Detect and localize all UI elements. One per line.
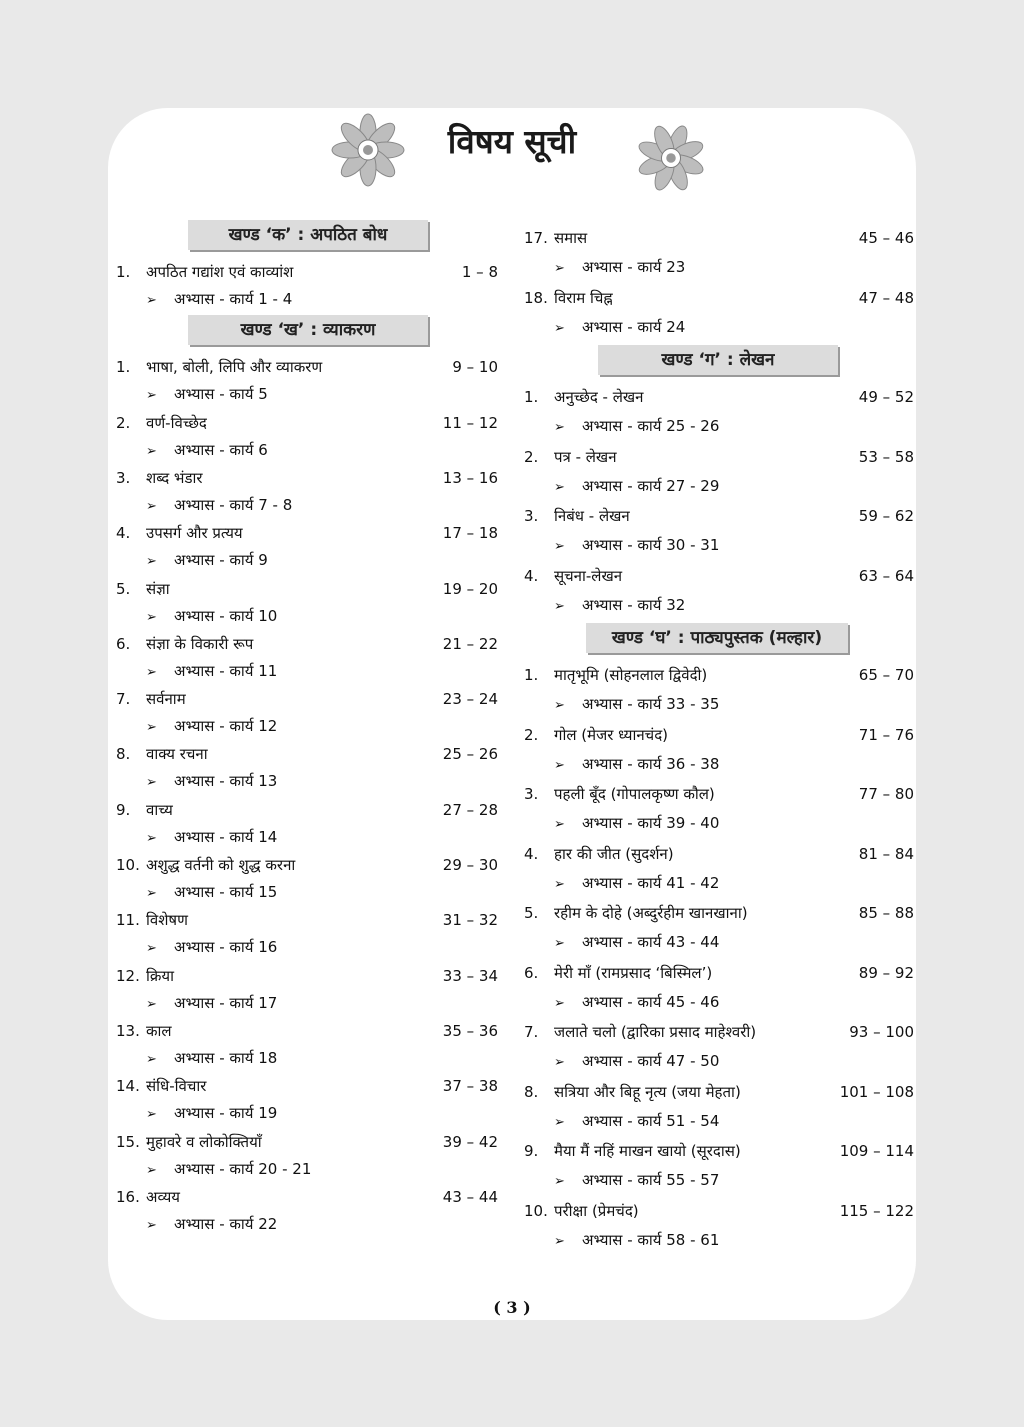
toc-item[interactable] <box>116 908 498 932</box>
flower-decoration-icon <box>633 120 709 196</box>
toc-item-pages: 65 – 70 <box>858 666 914 684</box>
toc-item-number: 4. <box>116 524 131 543</box>
toc-item[interactable] <box>524 1139 914 1163</box>
toc-exercise-label: अभ्यास - कार्य 45 - 46 <box>582 992 720 1011</box>
arrow-bullet-icon: ➢ <box>146 293 157 308</box>
toc-exercise-entry[interactable] <box>554 1169 719 1191</box>
toc-item-title: पत्र - लेखन <box>554 447 617 466</box>
arrow-bullet-icon: ➢ <box>146 498 157 514</box>
toc-item-title: पहली बूँद (गोपालकृष्ण कौल) <box>554 785 715 803</box>
toc-item-number: 7. <box>116 690 131 709</box>
toc-item-number: 8. <box>524 1082 539 1101</box>
toc-item[interactable] <box>524 286 914 310</box>
toc-exercise-label: अभ्यास - कार्य 16 <box>174 938 278 957</box>
toc-item-number: 12. <box>116 966 140 985</box>
arrow-bullet-icon: ➢ <box>554 1055 565 1070</box>
toc-exercise-label: अभ्यास - कार्य 27 - 29 <box>582 476 720 495</box>
arrow-bullet-icon: ➢ <box>146 1107 157 1123</box>
toc-item-pages: 19 – 20 <box>442 579 498 598</box>
toc-item[interactable] <box>116 1074 498 1098</box>
toc-exercise-entry[interactable] <box>146 1047 277 1069</box>
toc-item-number: 3. <box>116 468 131 487</box>
toc-item-number: 1. <box>116 358 131 377</box>
toc-item-number: 1. <box>116 263 131 281</box>
toc-exercise-entry[interactable] <box>146 1213 277 1235</box>
toc-exercise-entry[interactable] <box>146 992 277 1014</box>
toc-item-title: वाक्य रचना <box>146 745 208 764</box>
arrow-bullet-icon: ➢ <box>146 609 157 625</box>
arrow-bullet-icon: ➢ <box>146 664 157 680</box>
arrow-bullet-icon: ➢ <box>554 420 565 435</box>
toc-exercise-entry[interactable] <box>554 256 685 278</box>
toc-item-pages: 49 – 52 <box>858 388 914 406</box>
toc-item-title: मैया मैं नहिं माखन खायो (सूरदास) <box>554 1142 741 1160</box>
toc-exercise-entry[interactable] <box>146 605 277 627</box>
toc-item-number: 5. <box>524 904 539 922</box>
toc-exercise-label: अभ्यास - कार्य 12 <box>174 717 278 736</box>
toc-item[interactable] <box>524 1020 914 1044</box>
toc-exercise-label: अभ्यास - कार्य 25 - 26 <box>582 417 720 435</box>
toc-item-title: परीक्षा (प्रेमचंद) <box>554 1201 639 1220</box>
toc-item-title: वाच्य <box>146 800 173 819</box>
toc-exercise-entry[interactable] <box>554 534 719 556</box>
toc-item-number: 1. <box>524 666 539 684</box>
toc-item-title: विराम चिह्न <box>554 288 613 307</box>
toc-item-title: सूचना-लेखन <box>554 566 623 585</box>
toc-item-pages: 47 – 48 <box>858 288 914 307</box>
toc-exercise-label: अभ्यास - कार्य 58 - 61 <box>582 1230 720 1249</box>
toc-item-title: संधि-विचार <box>146 1077 207 1096</box>
toc-exercise-label: अभ्यास - कार्य 15 <box>174 883 278 901</box>
toc-item[interactable] <box>524 961 914 985</box>
toc-exercise-label: अभ्यास - कार्य 6 <box>174 440 268 459</box>
toc-exercise-entry[interactable] <box>554 1110 719 1132</box>
toc-item[interactable] <box>116 521 498 545</box>
toc-item-pages: 37 – 38 <box>442 1077 498 1096</box>
arrow-bullet-icon: ➢ <box>146 775 157 791</box>
arrow-bullet-icon: ➢ <box>554 1233 565 1249</box>
toc-exercise-entry[interactable] <box>146 770 277 792</box>
toc-item[interactable] <box>524 663 914 687</box>
toc-exercise-label: अभ्यास - कार्य 43 - 44 <box>582 933 720 951</box>
toc-item-title: मातृभूमि (सोहनलाल द्विवेदी) <box>554 666 708 684</box>
toc-item-pages: 13 – 16 <box>442 468 498 487</box>
section-heading: खण्ड ‘क’ : अपठित बोध <box>188 220 428 250</box>
toc-item-pages: 35 – 36 <box>442 1021 498 1040</box>
toc-exercise-entry[interactable] <box>146 660 277 682</box>
toc-exercise-entry[interactable] <box>554 872 719 894</box>
toc-exercise-label: अभ्यास - कार्य 1 - 4 <box>174 290 293 308</box>
toc-item-number: 6. <box>116 634 131 653</box>
toc-item-number: 16. <box>116 1187 140 1206</box>
toc-item[interactable] <box>116 1185 498 1209</box>
toc-item[interactable] <box>116 964 498 988</box>
arrow-bullet-icon: ➢ <box>554 936 565 951</box>
toc-item-pages: 115 – 122 <box>839 1201 914 1220</box>
toc-item-title: मुहावरे व लोकोक्तियाँ <box>146 1132 262 1151</box>
toc-item-pages: 25 – 26 <box>442 745 498 764</box>
toc-item-title: काल <box>146 1021 172 1040</box>
toc-item[interactable] <box>116 798 498 822</box>
toc-exercise-label: अभ्यास - कार्य 51 - 54 <box>582 1111 720 1130</box>
toc-item-title: हार की जीत (सुदर्शन) <box>554 844 674 863</box>
arrow-bullet-icon: ➢ <box>554 757 565 773</box>
toc-item-number: 2. <box>524 725 539 744</box>
toc-item-number: 9. <box>116 800 131 819</box>
arrow-bullet-icon: ➢ <box>146 886 157 901</box>
toc-item-title: गोल (मेजर ध्यानचंद) <box>554 725 669 744</box>
toc-item-number: 2. <box>524 447 539 466</box>
toc-item-number: 13. <box>116 1021 140 1040</box>
toc-item-number: 4. <box>524 566 539 585</box>
toc-exercise-entry[interactable] <box>146 383 268 405</box>
toc-item[interactable] <box>116 687 498 711</box>
toc-item-pages: 93 – 100 <box>849 1023 914 1041</box>
toc-item-pages: 17 – 18 <box>442 524 498 543</box>
toc-exercise-label: अभ्यास - कार्य 5 <box>174 385 268 404</box>
toc-exercise-label: अभ्यास - कार्य 36 - 38 <box>582 754 720 773</box>
toc-item-title: मेरी माँ (रामप्रसाद ‘बिस्मिल’) <box>554 963 713 982</box>
content-page <box>108 108 916 1320</box>
toc-item-pages: 89 – 92 <box>858 963 914 982</box>
arrow-bullet-icon: ➢ <box>554 1114 565 1130</box>
arrow-bullet-icon: ➢ <box>554 320 565 336</box>
toc-item-pages: 59 – 62 <box>858 507 914 525</box>
toc-exercise-entry[interactable] <box>554 931 719 953</box>
toc-item[interactable] <box>116 411 498 435</box>
toc-item[interactable] <box>116 466 498 490</box>
section-heading: खण्ड ‘ख’ : व्याकरण <box>188 315 428 345</box>
toc-item[interactable] <box>116 853 498 877</box>
arrow-bullet-icon: ➢ <box>554 698 565 713</box>
page-number: ( 3 ) <box>493 1298 531 1317</box>
toc-exercise-label: अभ्यास - कार्य 9 <box>174 551 268 570</box>
toc-exercise-label: अभ्यास - कार्य 14 <box>174 827 278 846</box>
toc-exercise-label: अभ्यास - कार्य 13 <box>174 772 278 791</box>
toc-item-number: 11. <box>116 911 140 930</box>
toc-exercise-label: अभ्यास - कार्य 17 <box>174 993 278 1012</box>
toc-item-title: शब्द भंडार <box>146 468 203 487</box>
arrow-bullet-icon: ➢ <box>146 443 157 459</box>
toc-item-title: सत्रिया और बिहू नृत्य (जया मेहता) <box>554 1082 741 1101</box>
toc-exercise-entry[interactable] <box>146 1102 277 1124</box>
toc-item-pages: 101 – 108 <box>839 1082 914 1101</box>
toc-item-number: 17. <box>524 229 548 247</box>
toc-item-title: अव्यय <box>146 1187 180 1206</box>
toc-exercise-label: अभ्यास - कार्य 41 - 42 <box>582 873 720 892</box>
toc-exercise-entry[interactable] <box>554 475 719 497</box>
toc-item-pages: 53 – 58 <box>858 447 914 466</box>
toc-item[interactable] <box>524 723 914 747</box>
section-heading: खण्ड ‘घ’ : पाठ्यपुस्तक (मल्हार) <box>586 623 848 653</box>
toc-item-title: अशुद्ध वर्तनी को शुद्ध करना <box>146 856 296 874</box>
arrow-bullet-icon: ➢ <box>554 598 565 614</box>
toc-item-number: 7. <box>524 1023 539 1041</box>
arrow-bullet-icon: ➢ <box>146 996 157 1012</box>
toc-exercise-label: अभ्यास - कार्य 33 - 35 <box>582 695 720 713</box>
toc-item-title: संज्ञा <box>146 579 170 598</box>
toc-item[interactable] <box>116 1019 498 1043</box>
toc-exercise-label: अभ्यास - कार्य 7 - 8 <box>174 495 293 514</box>
toc-exercise-entry[interactable] <box>554 753 719 775</box>
toc-item[interactable] <box>524 385 914 409</box>
toc-item-pages: 11 – 12 <box>442 413 498 432</box>
arrow-bullet-icon: ➢ <box>146 720 157 736</box>
arrow-bullet-icon: ➢ <box>146 941 157 957</box>
toc-item-pages: 31 – 32 <box>442 911 498 930</box>
toc-exercise-label: अभ्यास - कार्य 23 <box>582 258 686 276</box>
toc-item-pages: 109 – 114 <box>839 1142 914 1160</box>
toc-item-title: समास <box>554 229 588 247</box>
toc-item[interactable] <box>524 1080 914 1104</box>
toc-exercise-entry[interactable] <box>554 693 719 715</box>
toc-item-title: विशेषण <box>146 911 188 930</box>
toc-item[interactable] <box>524 445 914 469</box>
arrow-bullet-icon: ➢ <box>146 554 157 570</box>
toc-item-number: 3. <box>524 785 539 803</box>
toc-item[interactable] <box>524 901 914 925</box>
toc-item-number: 14. <box>116 1077 140 1096</box>
toc-item-pages: 81 – 84 <box>858 844 914 863</box>
toc-exercise-entry[interactable] <box>554 594 685 616</box>
toc-item-title: रहीम के दोहे (अब्दुर्रहीम खानखाना) <box>554 904 748 922</box>
toc-exercise-label: अभ्यास - कार्य 47 - 50 <box>582 1052 720 1070</box>
toc-exercise-label: अभ्यास - कार्य 30 - 31 <box>582 536 720 554</box>
toc-item[interactable] <box>116 632 498 656</box>
arrow-bullet-icon: ➢ <box>146 1051 157 1067</box>
toc-exercise-label: अभ्यास - कार्य 11 <box>174 661 278 680</box>
toc-item[interactable] <box>116 355 498 379</box>
arrow-bullet-icon: ➢ <box>554 1174 565 1189</box>
toc-item-number: 10. <box>524 1201 548 1220</box>
toc-exercise-label: अभ्यास - कार्य 20 - 21 <box>174 1159 312 1178</box>
arrow-bullet-icon: ➢ <box>554 995 565 1011</box>
toc-item-title: भाषा, बोली, लिपि और व्याकरण <box>146 358 323 377</box>
toc-item-number: 9. <box>524 1142 539 1160</box>
toc-exercise-label: अभ्यास - कार्य 19 <box>174 1104 278 1123</box>
toc-exercise-label: अभ्यास - कार्य 24 <box>582 317 686 336</box>
toc-item[interactable] <box>524 842 914 866</box>
toc-item-number: 15. <box>116 1132 140 1151</box>
toc-item-title: निबंध - लेखन <box>554 507 630 525</box>
toc-exercise-entry[interactable] <box>146 881 277 903</box>
toc-item-title: जलाते चलो (द्वारिका प्रसाद माहेश्वरी) <box>554 1023 757 1041</box>
toc-item-number: 2. <box>116 413 131 432</box>
arrow-bullet-icon: ➢ <box>554 539 565 554</box>
toc-item-title: अपठित गद्यांश एवं काव्यांश <box>146 263 294 281</box>
arrow-bullet-icon: ➢ <box>554 479 565 495</box>
toc-exercise-entry[interactable] <box>146 715 277 737</box>
toc-item[interactable] <box>524 1199 914 1223</box>
arrow-bullet-icon: ➢ <box>146 1162 157 1178</box>
arrow-bullet-icon: ➢ <box>146 830 157 846</box>
arrow-bullet-icon: ➢ <box>554 876 565 892</box>
toc-item[interactable] <box>116 260 498 284</box>
toc-item[interactable] <box>524 782 914 806</box>
toc-item-pages: 9 – 10 <box>452 358 498 377</box>
toc-item[interactable] <box>524 226 914 250</box>
toc-item-pages: 43 – 44 <box>442 1187 498 1206</box>
toc-item-number: 6. <box>524 963 539 982</box>
toc-exercise-entry[interactable] <box>554 991 719 1013</box>
toc-item-title: अनुच्छेद - लेखन <box>554 388 644 406</box>
toc-exercise-entry[interactable] <box>146 549 268 571</box>
toc-exercise-entry[interactable] <box>146 439 268 461</box>
toc-exercise-entry[interactable] <box>554 812 719 834</box>
toc-exercise-label: अभ्यास - कार्य 39 - 40 <box>582 814 720 832</box>
toc-exercise-entry[interactable] <box>146 494 292 516</box>
toc-item-pages: 77 – 80 <box>858 785 914 803</box>
section-heading: खण्ड ‘ग’ : लेखन <box>598 345 838 375</box>
toc-item-pages: 63 – 64 <box>858 566 914 585</box>
toc-item-pages: 1 – 8 <box>461 263 498 281</box>
toc-exercise-label: अभ्यास - कार्य 18 <box>174 1048 278 1067</box>
toc-exercise-label: अभ्यास - कार्य 10 <box>174 606 278 625</box>
toc-item-pages: 33 – 34 <box>442 966 498 985</box>
toc-item-number: 8. <box>116 745 131 764</box>
toc-item-title: उपसर्ग और प्रत्यय <box>146 524 243 543</box>
toc-exercise-entry[interactable] <box>146 936 277 958</box>
toc-item-pages: 45 – 46 <box>858 229 914 247</box>
toc-item[interactable] <box>116 1130 498 1154</box>
toc-item-title: वर्ण-विच्छेद <box>146 413 207 432</box>
toc-item-number: 3. <box>524 507 539 525</box>
toc-item-pages: 85 – 88 <box>858 904 914 922</box>
toc-item-pages: 27 – 28 <box>442 800 498 819</box>
toc-item-title: क्रिया <box>146 966 174 985</box>
toc-item-pages: 71 – 76 <box>858 725 914 744</box>
toc-exercise-label: अभ्यास - कार्य 55 - 57 <box>582 1171 720 1189</box>
toc-exercise-label: अभ्यास - कार्य 32 <box>582 595 686 614</box>
toc-item-pages: 21 – 22 <box>442 634 498 653</box>
toc-item-number: 18. <box>524 288 548 307</box>
toc-item-title: संज्ञा के विकारी रूप <box>146 634 254 653</box>
toc-item-pages: 23 – 24 <box>442 690 498 709</box>
toc-item-title: सर्वनाम <box>146 690 186 709</box>
arrow-bullet-icon: ➢ <box>146 1217 157 1233</box>
toc-exercise-entry[interactable] <box>146 1158 311 1180</box>
toc-item-number: 4. <box>524 844 539 863</box>
toc-exercise-entry[interactable] <box>146 288 292 310</box>
toc-exercise-entry[interactable] <box>554 1229 719 1251</box>
arrow-bullet-icon: ➢ <box>146 388 157 404</box>
toc-item[interactable] <box>116 742 498 766</box>
toc-item[interactable] <box>524 564 914 588</box>
toc-item-number: 5. <box>116 579 131 598</box>
toc-item-number: 10. <box>116 856 140 874</box>
toc-exercise-entry[interactable] <box>554 1050 719 1072</box>
toc-exercise-entry[interactable] <box>554 316 685 338</box>
toc-item[interactable] <box>116 577 498 601</box>
toc-item-number: 1. <box>524 388 539 406</box>
toc-item[interactable] <box>524 504 914 528</box>
toc-exercise-label: अभ्यास - कार्य 22 <box>174 1214 278 1233</box>
toc-exercise-entry[interactable] <box>146 826 277 848</box>
toc-item-pages: 39 – 42 <box>442 1132 498 1151</box>
toc-exercise-entry[interactable] <box>554 415 719 437</box>
page-title: विषय सूची <box>447 122 577 161</box>
arrow-bullet-icon: ➢ <box>554 261 565 276</box>
toc-item-pages: 29 – 30 <box>442 856 498 874</box>
arrow-bullet-icon: ➢ <box>554 817 565 832</box>
